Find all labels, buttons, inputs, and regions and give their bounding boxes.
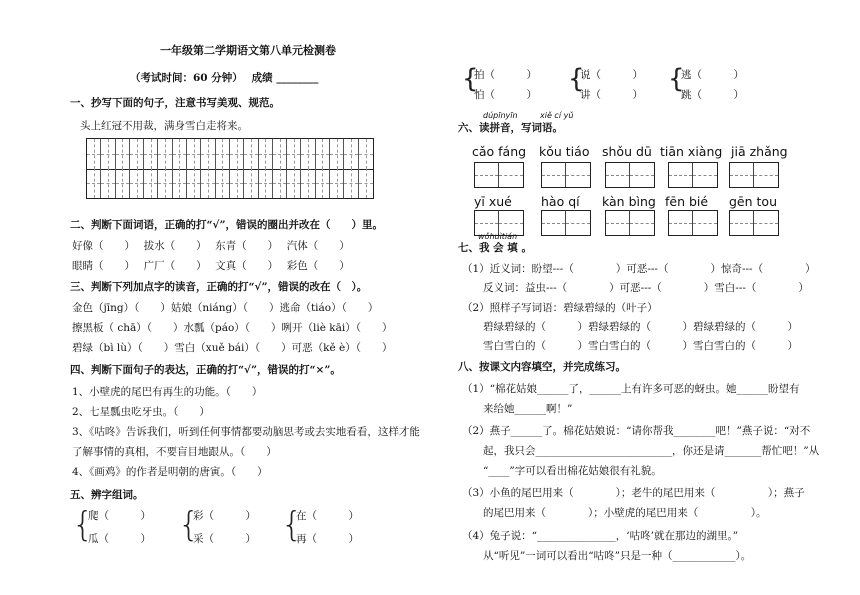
s8-line: 起，我只会__________________________，你还是请_______帮忙吧！”从 [462,445,820,457]
pinyin-prompt: jiā zhǎng [731,144,788,159]
s8-line: （2）燕子______了。棉花姑娘说：“请你帮我________吧！”燕子说：“对不 [462,425,811,437]
pinyin-prompt: fēn bié [665,194,709,209]
s4-item: 2、七星瓢虫吃牙虫。（ ） [72,406,210,418]
s8-line: 从“听见”一词可以看出“咕咚”只是一种（____________）。 [462,550,752,562]
s8-line: （1）“棉花姑娘______了，______上有许多可恶的蚜虫。她______盼望有 [462,383,800,395]
s4-item: 了解事情的真相，不要盲目地跟从。（ ） [72,446,277,458]
s7-line: 雪白雪白的（ ）雪白雪白的（ ）雪白雪白的（ ） [462,340,798,352]
pinyin-prompt: yī xué [474,194,512,209]
word-pair-top: 在（ ） [296,510,359,522]
answer-box[interactable] [541,162,591,188]
s8-line: （3）小鱼的尾巴用来（ ）；老牛的尾巴用来（ ）；燕子 [462,487,805,499]
s4-item: 4、《画鸡》的作者是明朝的唐寅。（ ） [72,466,268,478]
pinyin-ruby: wǒhuìtián [478,232,518,241]
s3-row: 擦黑板（ chā）（ ）水瓢（páo）（ ）咧开（liè kāi）（ ） [72,322,393,334]
answer-box[interactable] [668,162,718,188]
s2-row: 好像（ ） 拔水（ ） 东青（ ） 汽体（ ） [72,240,350,252]
pinyin-prompt: kàn bìng [602,194,656,209]
word-pair-top: 爬（ ） [88,510,151,522]
section-7-title: 七、我 会 填 。 [458,242,532,254]
word-pair-bottom: 跳（ ） [681,89,744,101]
copy-sentence: 头上红冠不用裁，满身雪白走将来。 [80,120,248,132]
section-1-title: 一、抄写下面的句子，注意书写美观、规范。 [70,97,280,109]
word-pair-top: 彩（ ） [193,510,256,522]
brace-icon: { [568,64,585,94]
pinyin-prompt: hào qí [541,194,580,209]
word-pair-top: 逃（ ） [681,69,744,81]
writing-grid-row-2[interactable] [86,168,374,199]
answer-box[interactable] [729,210,779,236]
brace-icon: { [281,505,303,545]
s3-row: 金色（jīng）（ ）姑娘（niáng）（ ）逃命（tiáo）（ ） [72,302,379,314]
s8-line: “____”字可以看出棉花姑娘很有礼貌。 [462,465,662,477]
word-pair-bottom: 采（ ） [193,533,256,545]
section-8-title: 八、按课文内容填空，并完成练习。 [458,361,626,373]
s8-line: 的尾巴用来（ ）；小壁虎的尾巴用来（ ）。 [462,507,767,519]
section-4-title: 四、判断下面句子的表达，正确的打“√”，错误的打“×”。 [70,364,341,376]
s2-row: 眼睛（ ） 广厂（ ） 文真（ ） 彩色（ ） [72,260,350,272]
brace-icon: { [462,64,479,94]
brace-icon: { [668,64,685,94]
answer-box[interactable] [605,162,655,188]
answer-box[interactable] [605,210,655,236]
pinyin-prompt: cǎo fáng [472,144,527,159]
word-pair-bottom: 怕（ ） [474,89,537,101]
s7-line: （1）近义词：盼望---（ ）可恶---（ ）惊奇---（ ） [462,263,816,275]
exam-meta: （考试时间：60 分钟） 成绩 ________ [130,72,319,84]
answer-box[interactable] [474,162,524,188]
pinyin-ruby: xiě cí yǔ [540,111,574,120]
s8-line: （4）兔子说：“_______________，‘咕咚’就在那边的湖里。” [462,530,739,542]
pinyin-prompt: gēn tou [729,194,777,209]
s4-item: 1、小壁虎的尾巴有再生的功能。（ ） [72,386,263,398]
s7-line: （2）照样子写词语：碧绿碧绿的（叶子） [462,302,658,314]
answer-box[interactable] [668,210,718,236]
brace-icon: { [178,505,200,545]
word-pair-bottom: 讲（ ） [580,89,643,101]
word-pair-top: 拍（ ） [474,69,537,81]
word-pair-top: 说（ ） [580,69,643,81]
s8-line: 来给她______啊！” [462,403,573,415]
word-pair-bottom: 瓜（ ） [88,533,151,545]
pinyin-prompt: kǒu tiáo [539,144,590,159]
pinyin-ruby: dúpīnyīn [483,111,518,120]
writing-grid-row-1[interactable] [86,138,374,170]
brace-icon: { [72,505,94,545]
section-6-title: 六、读拼音，写词语。 [458,122,563,134]
pinyin-prompt: tiān xiàng [660,144,723,159]
answer-box[interactable] [541,210,591,236]
pinyin-prompt: shǒu dū [602,144,652,159]
section-3-title: 三、判断下列加点字的读音，正确的打“√”，错误的改在（ ）。 [70,281,368,293]
s7-line: 反义词：益虫---（ ）可恶---（ ）雪白---（ ） [462,282,809,294]
s4-item: 3、《咕咚》告诉我们，听到任何事情都要动脑思考或去实地看看，这样才能 [72,426,420,438]
answer-box[interactable] [729,162,779,188]
s7-line: 碧绿碧绿的（ ）碧绿碧绿的（ ）碧绿碧绿的（ ） [462,321,798,333]
s3-row: 碧绿（bì lù）（ ）雪白（xuě bái）（ ）可恶（kě è）（ ） [72,342,393,354]
section-5-title: 五、辨字组词。 [70,489,144,501]
page-title: 一年级第二学期语文第八单元检测卷 [160,44,336,57]
section-2-title: 二、判断下面词语，正确的打“√”，错误的圈出并改在（ ）里。 [70,219,383,231]
word-pair-bottom: 再（ ） [296,533,359,545]
